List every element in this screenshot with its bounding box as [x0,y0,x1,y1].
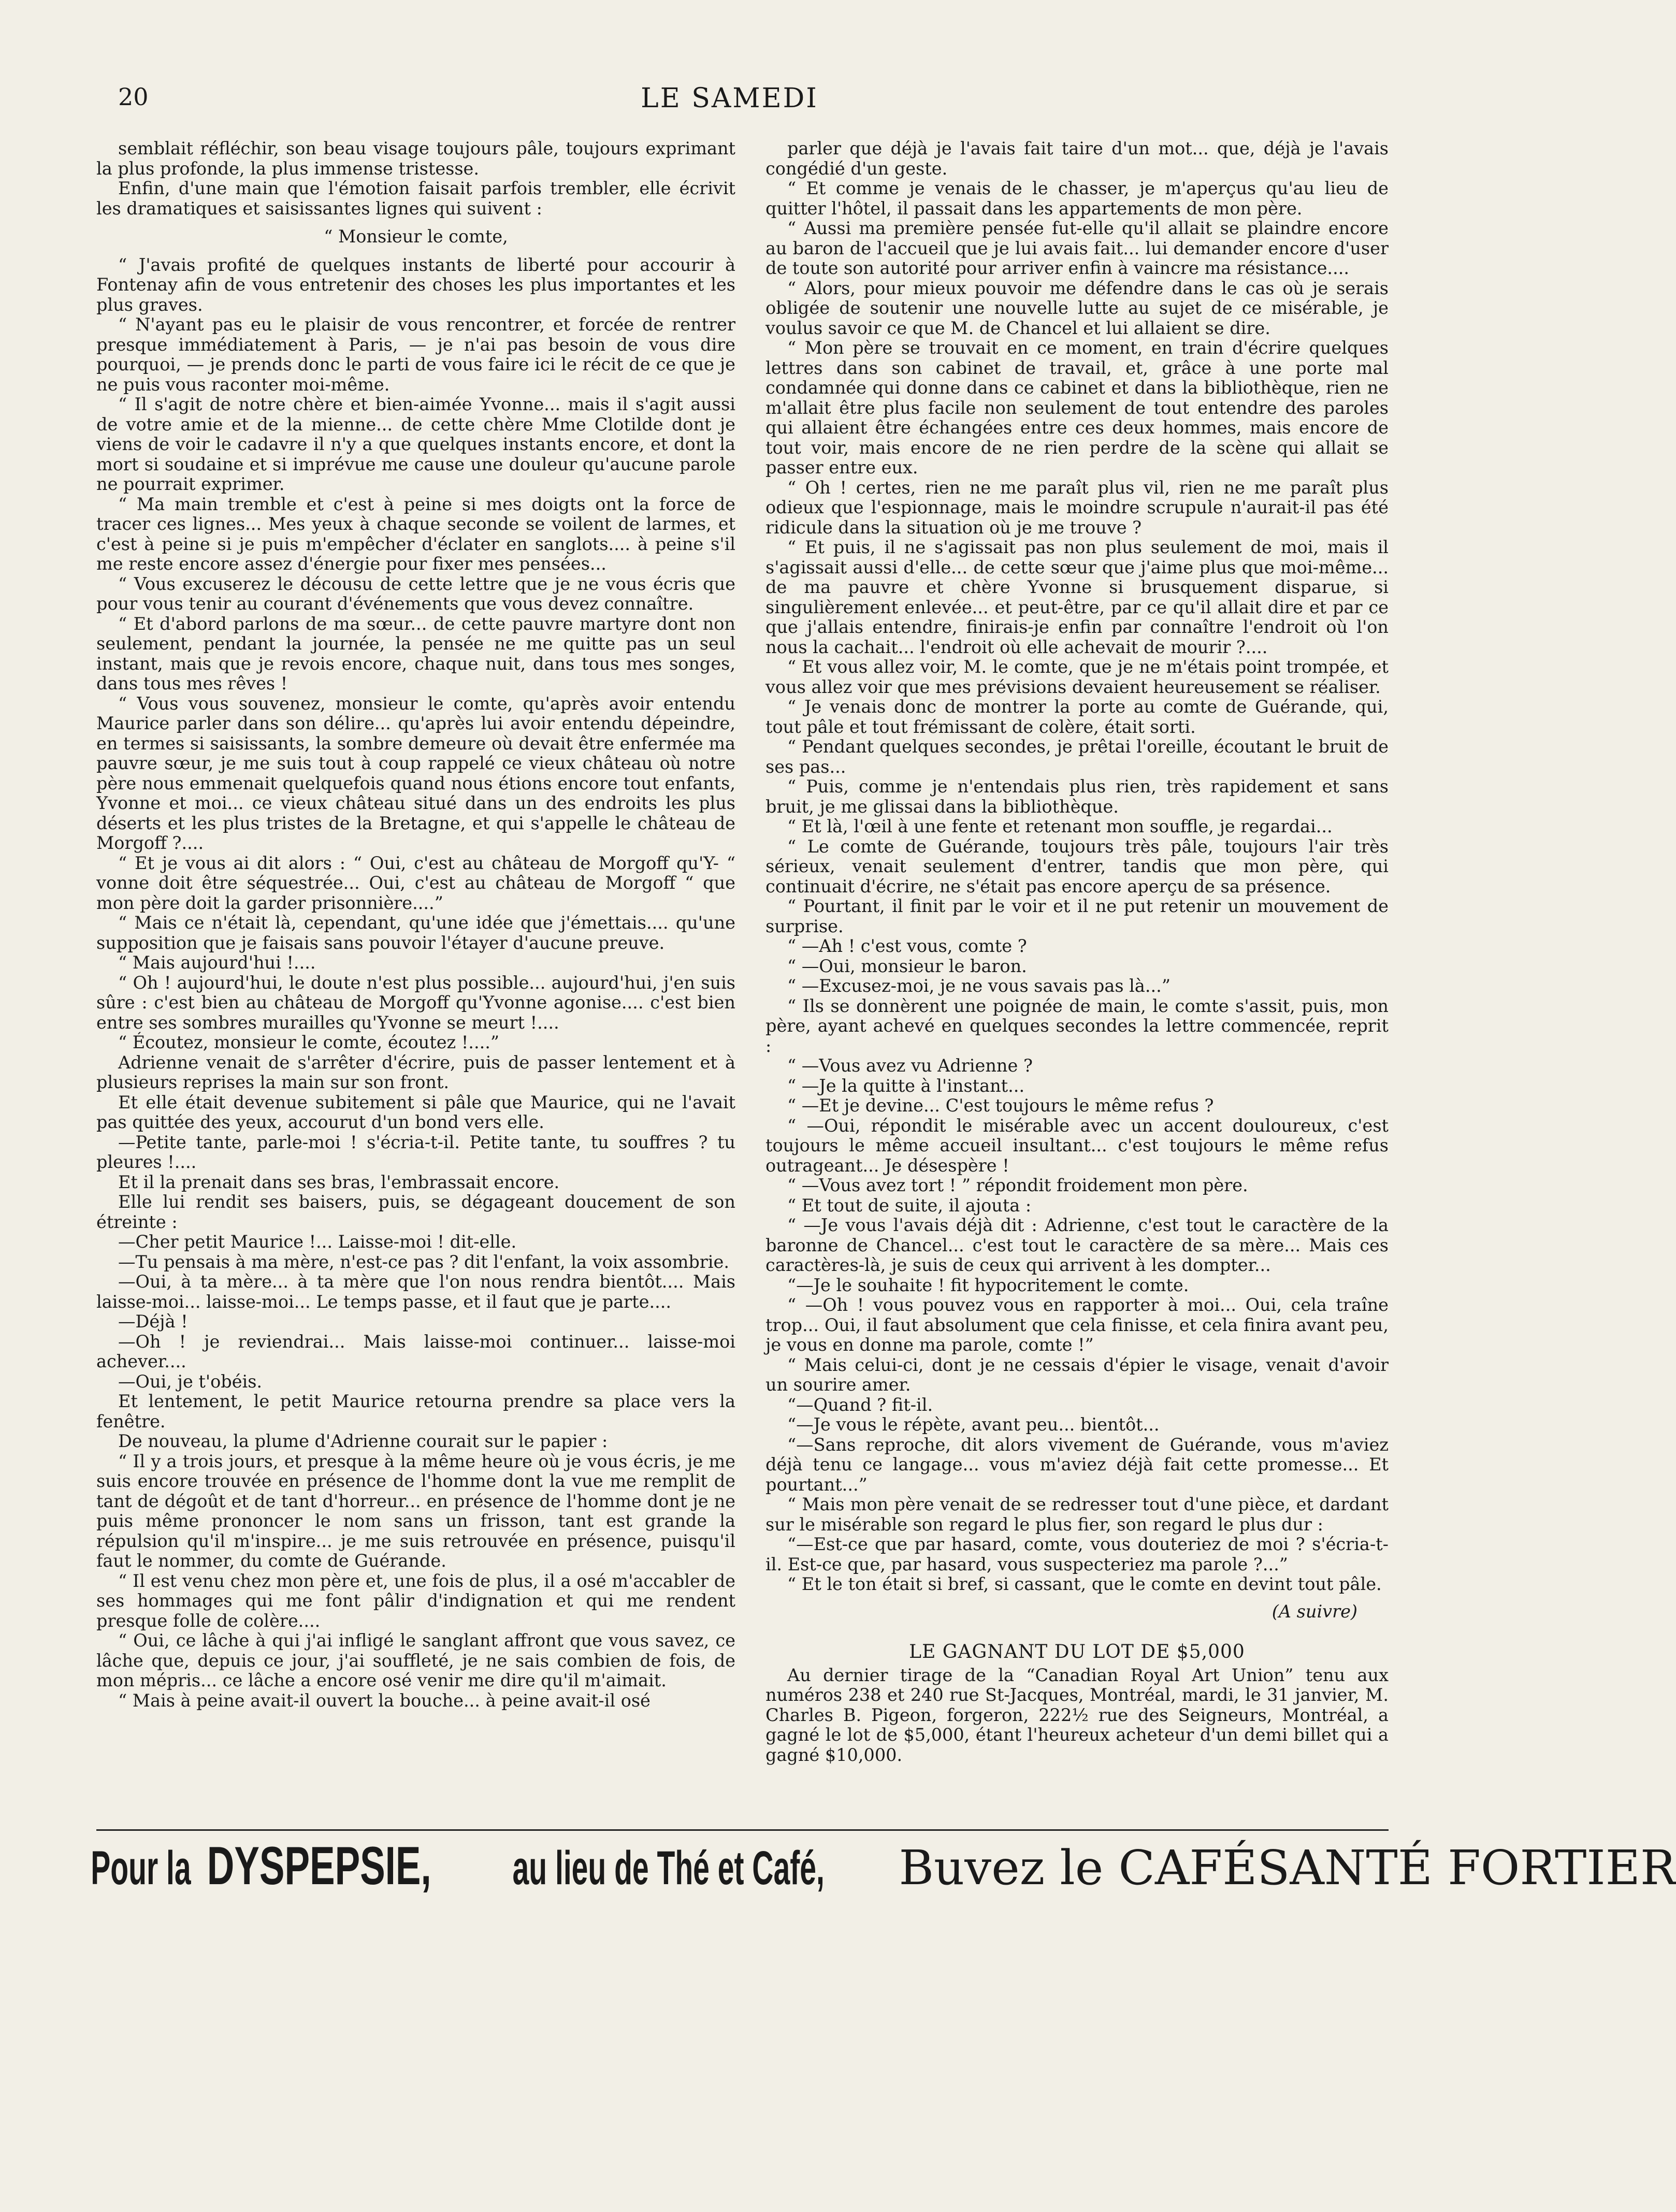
left-column [96,139,735,1711]
paragraph: “ —Excusez-moi, je ne vous savais pas là...” [787,976,1171,996]
paragraph: Et il la prenait dans ses bras, l'embrassait encore. [118,1172,560,1192]
paragraph: “ Il s'agit de notre chère et bien-aimée Yvonne... mais il s'agit aussi de votre amie et de la mienne... de cette chère Mme Clotilde dont je viens de voir le cadavre il n'y a que quelques instants encore, et dont la mort si soudaine et si imprévue me cause une douleur qu'aucune parole ne pourrait exprimer. [96,394,735,494]
paragraph: “ Mais ce n'était là, cependant, qu'une idée que j'émettais.... qu'une supposition que je faisais sans pouvoir l'étayer d'aucune preuve. [96,913,735,953]
paragraph: “ —Oh ! vous pouvez vous en rapporter à moi... Oui, cela traîne trop... Oui, il faut absolument que cela finisse, et cela finira avant peu, je vous en donne ma parole, comte !” [765,1295,1389,1355]
paragraph: parler que déjà je l'avais fait taire d'un mot... que, déjà je l'avais congédié d'un geste. [765,138,1389,179]
paragraph: “ Mais aujourd'hui !.... [118,952,316,973]
paragraph: “ Le comte de Guérande, toujours très pâle, toujours l'air très sérieux, venait seulement d'entrer, tandis que mon père, qui continuait d'écrire, ne s'était pas encore aperçu de sa présence. [765,836,1389,897]
page-header [0,83,1459,124]
paragraph: “ Ils se donnèrent une poignée de main, le comte s'assit, puis, mon père, ayant achevé en quelques secondes la lettre commencée, reprit : [765,995,1389,1056]
paragraph: “ Et je vous ai dit alors : “ Oui, c'est au château de Morgoff qu'Y- “ vonne doit être séquestrée... Oui, c'est au château de Morgoff “ que mon père doit la garder prisonnière....” [96,852,735,913]
paragraph: “ —Je vous l'avais déjà dit : Adrienne, c'est tout le caractère de la baronne de Chancel... c'est tout le caractère de sa mère... Mais ces caractères-là, je suis de ceux qui arrivent à les dompter... [765,1215,1389,1275]
paragraph: “ N'ayant pas eu le plaisir de vous rencontrer, et forcée de rentrer presque immédiatement à Paris, — je n'ai pas besoin de vous dire pourquoi, — je prends donc le parti de vous faire ici le récit de ce que je ne puis vous raconter moi-même. [96,314,735,395]
paragraph: —Oh ! je reviendrai... Mais laisse-moi continuer... laisse-moi achever.... [96,1331,735,1371]
ad-part-2: DYSPEPSIE, [207,1836,431,1896]
paragraph: Et lentement, le petit Maurice retourna prendre sa place vers la fenêtre. [96,1391,735,1432]
paragraph: “ Mais à peine avait-il ouvert la bouche... à peine avait-il osé [118,1690,651,1711]
paragraph: “ Je venais donc de montrer la porte au comte de Guérande, qui, tout pâle et tout frémissant de colère, était sorti. [765,697,1389,737]
paragraph: “ —Vous avez tort ! ” répondit froidement mon père. [787,1175,1248,1195]
paragraph: “ —Je la quitte à l'instant... [787,1075,1025,1096]
paragraph: “ Ma main tremble et c'est à peine si mes doigts ont la force de tracer ces lignes... Mes yeux à chaque seconde se voilent de larmes, et c'est à peine si je puis m'empêcher d'éclater en sanglots.... à peine s'il me reste encore assez d'énergie pour fixer mes pensées... [96,494,735,574]
paragraph: “ —Oui, répondit le misérable avec un accent douloureux, c'est toujours le même accueil insultant... c'est toujours le même refus outrageant... Je désespère ! [765,1115,1389,1176]
paragraph: —Cher petit Maurice !... Laisse-moi ! dit-elle. [118,1232,517,1252]
paragraph: —Tu pensais à ma mère, n'est-ce pas ? dit l'enfant, la voix assombrie. [118,1251,729,1272]
paragraph: “ Puis, comme je n'entendais plus rien, très rapidement et sans bruit, je me glissai dans la bibliothèque. [765,776,1389,817]
paragraph: “ Il y a trois jours, et presque à la même heure où je vous écris, je me suis encore trouvée en présence de l'homme dont la vue me remplit de tant de dégoût et de tant d'horreur... en présence de l'homme dont je ne puis même prononcer le nom sans un frisson, tant est grande la répulsion qu'il m'inspire... je me suis retrouvée en présence, puisqu'il faut le nommer, du comte de Guérande. [96,1451,735,1571]
notice-body: Au dernier tirage de la “Canadian Royal Art Union” tenu aux numéros 238 et 240 rue St-Jacques, Montréal, mardi, le 31 janvier, M. Charles B. Pigeon, forgeron, 222½ rue des Seigneurs, Montréal, a gagné le lot de $5,000, étant l'heureux acheteur d'un demi billet qui a gagné $10,000. [765,1665,1389,1765]
paragraph: “ J'avais profité de quelques instants de liberté pour accourir à Fontenay afin de vous entretenir des choses les plus importantes et les plus graves. [96,254,735,315]
paragraph: “ —Ah ! c'est vous, comte ? [787,936,1027,956]
paragraph: “ —Et je devine... C'est toujours le même refus ? [787,1095,1214,1116]
paragraph: “—Je le souhaite ! fit hypocritement le comte. [787,1275,1189,1295]
advertisement-banner [91,1836,1676,1897]
paragraph: “ Pendant quelques secondes, je prêtai l'oreille, écoutant le bruit de ses pas... [765,736,1389,777]
paragraph: “ —Vous avez vu Adrienne ? [787,1056,1033,1076]
paragraph: “ Et le ton était si bref, si cassant, que le comte en devint tout pâle. [787,1574,1382,1594]
paragraph: “—Je vous le répète, avant peu... bientôt... [787,1414,1160,1435]
paragraph: “ Aussi ma première pensée fut-elle qu'il allait se plaindre encore au baron de l'accueil que je lui avais fait... lui demander encore d'user de toute son autorité pour arriver enfin à vaincre ma résistance.... [765,218,1389,278]
paragraph: —Oui, à ta mère... à ta mère que l'on nous rendra bientôt.... Mais laisse-moi... laisse-moi... Le temps passe, et il faut que je parte.... [96,1271,735,1312]
paragraph: “ Pourtant, il finit par le voir et il ne put retenir un mouvement de surprise. [765,896,1389,936]
paragraph: —Oui, je t'obéis. [118,1371,263,1392]
paragraph: semblait réfléchir, son beau visage toujours pâle, toujours exprimant la plus profonde, la plus immense tristesse. [96,138,735,179]
a-suivre: (A suivre) [1272,1601,1357,1622]
paragraph: “ Et tout de suite, il ajouta : [787,1195,1032,1216]
page-number: 20 [118,83,149,111]
paragraph: “ Monsieur le comte, [324,226,508,247]
paragraph: Et elle était devenue subitement si pâle que Maurice, qui ne l'avait pas quittée des yeux, accourut d'un bond vers elle. [96,1092,735,1132]
paragraph: “ Oh ! certes, rien ne me paraît plus vil, rien ne me paraît plus odieux que l'espionnage, mais le moindre scrupule n'aurait-il pas été ridicule dans la situation où je me trouve ? [765,477,1389,538]
paragraph: De nouveau, la plume d'Adrienne courait sur le papier : [118,1431,608,1451]
paragraph: “—Quand ? fit-il. [787,1394,933,1415]
paragraph: Elle lui rendit ses baisers, puis, se dégageant doucement de son étreinte : [96,1192,735,1232]
paragraph: Enfin, d'une main que l'émotion faisait parfois trembler, elle écrivit les dramatiques et saisissantes lignes qui suivent : [96,178,735,219]
paragraph: —Petite tante, parle-moi ! s'écria-t-il. Petite tante, tu souffres ? tu pleures !.... [96,1132,735,1172]
paragraph: “ Et d'abord parlons de ma sœur... de cette pauvre martyre dont non seulement, pendant la journée, la pensée ne me quitte pas un seul instant, mais que je revois encore, chaque nuit, dans tous mes songes, dans tous mes rêves ! [96,613,735,693]
footer-rule [96,1829,1389,1831]
ad-part-1: Pour la [91,1842,191,1895]
paragraph: “ Mon père se trouvait en ce moment, en train d'écrire quelques lettres dans son cabinet de travail, et, grâce à une porte mal condamnée qui donne dans ce cabinet et dans la bibliothèque, rien ne m'allait être plus facile non seulement de tout entendre des paroles qui allaient être échangées entre ces deux hommes, mais encore de tout voir, mais encore de ne rien perdre de la scène qui allait se passer entre eux. [765,338,1389,478]
paragraph: “ Et vous allez voir, M. le comte, que je ne m'étais point trompée, et vous allez voir que mes prévisions devaient heureusement se réaliser. [765,657,1389,697]
paragraph: “ Vous vous souvenez, monsieur le comte, qu'après avoir entendu Maurice parler dans son délire... qu'après lui avoir entendu dépeindre, en termes si saisissants, la sombre demeure où devait être enfermée ma pauvre sœur, je me suis tout à coup rappelé ce vieux château où notre père nous emmenait quelquefois quand nous étions encore tout enfants, Yvonne et moi... ce vieux château situé dans un des endroits les plus déserts et les plus tristes de la Bretagne, et qui s'appelle le château de Morgoff ?.... [96,693,735,853]
notice-title: LE GAGNANT DU LOT DE $5,000 [909,1641,1245,1662]
paragraph: Adrienne venait de s'arrêter d'écrire, puis de passer lentement et à plusieurs reprises la main sur son front. [96,1052,735,1092]
paragraph: “ Mais celui-ci, dont je ne cessais d'épier le visage, venait d'avoir un sourire amer. [765,1354,1389,1395]
right-column-text [765,139,1389,1595]
paragraph: “ Et comme je venais de le chasser, je m'aperçus qu'au lieu de quitter l'hôtel, il passait dans les appartements de mon père. [765,178,1389,219]
paragraph: “ Vous excuserez le décousu de cette lettre que je ne vous écris que pour vous tenir au courant d'événements que vous devez connaître. [96,573,735,614]
paragraph: “ Et puis, il ne s'agissait pas non plus seulement de moi, mais il s'agissait aussi d'elle... de cette sœur que j'aime plus que moi-même... de ma pauvre et chère Yvonne si brusquement disparue, si singulièrement enlevée... et peut-être, par ce qu'il allait dire et par ce que j'allais entendre, finirais-je enfin par connaître l'endroit où l'on nous la cachait... l'endroit où elle achevait de mourir ?.... [765,537,1389,657]
paragraph: “ Écoutez, monsieur le comte, écoutez !....” [118,1032,500,1052]
right-column [765,139,1389,1765]
paragraph: “ —Oui, monsieur le baron. [787,956,1027,976]
paragraph: “ Alors, pour mieux pouvoir me défendre dans le cas où je serais obligée de soutenir une nouvelle lutte au sujet de ce misérable, je voulus savoir ce que M. de Chancel et lui allaient se dire. [765,278,1389,338]
paragraph: “ Il est venu chez mon père et, une fois de plus, il a osé m'accabler de ses hommages qui me font pâlir d'indignation et qui me rendent presque folle de colère.... [96,1570,735,1631]
paragraph: “ Oh ! aujourd'hui, le doute n'est plus possible... aujourd'hui, j'en suis sûre : c'est bien au château de Morgoff qu'Yvonne agonise.... c'est bien entre ses sombres murailles qu'Yvonne se meurt !.... [96,972,735,1033]
paragraph: “—Sans reproche, dit alors vivement de Guérande, vous m'aviez déjà tenu ce langage... vous m'aviez déjà fait cette promesse... Et pourtant...” [765,1434,1389,1495]
masthead-title: LE SAMEDI [641,83,818,114]
paragraph: “—Est-ce que par hasard, comte, vous douteriez de moi ? s'écria-t-il. Est-ce que, par hasard, vous suspecteriez ma parole ?...” [765,1534,1389,1574]
paragraph: “ Et là, l'œil à une fente et retenant mon souffle, je regardai... [787,816,1333,836]
ad-part-4: Buvez le CAFÉSANTÉ FORTIER [899,1840,1676,1896]
paragraph: “ Mais mon père venait de se redresser tout d'une pièce, et dardant sur le misérable son regard le plus fier, son regard le plus dur : [765,1494,1389,1535]
paragraph: “ Oui, ce lâche à qui j'ai infligé le sanglant affront que vous savez, ce lâche que, depuis ce jour, j'ai souffleté, je ne sais combien de fois, de mon mépris... ce lâche a encore osé venir me dire qu'il m'aimait. [96,1630,735,1690]
paragraph: —Déjà ! [118,1311,188,1332]
ad-part-3: au lieu de Thé et Café, [512,1842,825,1895]
